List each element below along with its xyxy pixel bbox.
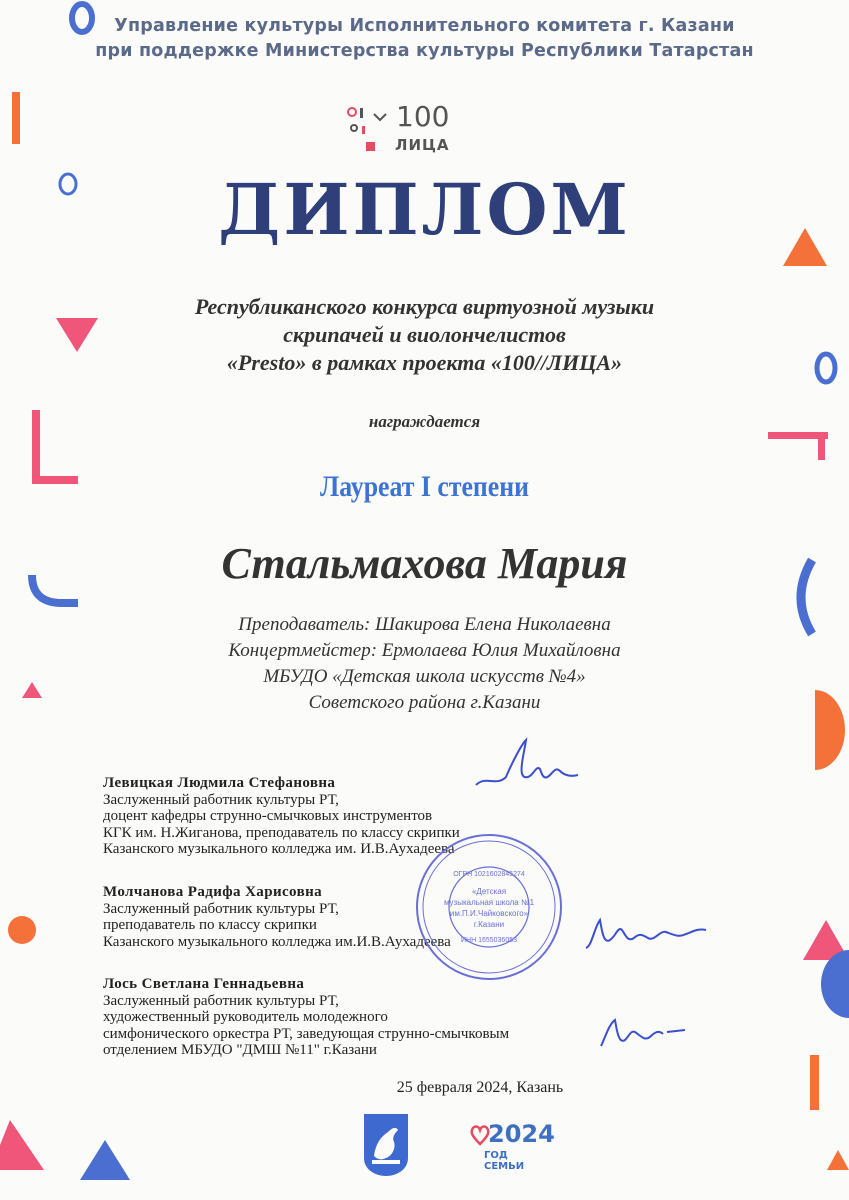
header-line-2: при поддержке Министерства культуры Республики Татарстан	[95, 41, 754, 61]
header-line-1: Управление культуры Исполнительного комитета г. Казани	[114, 16, 735, 36]
jury-detail: Заслуженный работник культуры РТ,	[103, 992, 339, 1009]
jury-detail: Заслуженный работник культуры РТ,	[103, 900, 339, 917]
deco-bar-pink-right-2	[818, 432, 825, 460]
svg-text:им.П.И.Чайковского»: им.П.И.Чайковского»	[449, 909, 529, 918]
jury-name: Левицкая Людмила Стефановна	[103, 775, 336, 791]
deco-triangle-blue-bottom-left	[80, 1140, 130, 1180]
svg-text:музыкальная школа №1: музыкальная школа №1	[443, 898, 535, 907]
svg-text:ОГРН 1021602845274: ОГРН 1021602845274	[453, 871, 525, 878]
svg-text:г.Казани: г.Казани	[473, 920, 505, 929]
contest-line-2: скрипачей и виолончелистов	[283, 322, 566, 347]
jury-detail: отделением МБУДО "ДМШ №11" г.Казани	[103, 1042, 377, 1058]
jury-detail: Казанского музыкального колледжа им.И.В.Аухадеева	[103, 933, 451, 950]
award-title: Лауреат I степени	[319, 470, 529, 503]
jury-detail: Заслуженный работник культуры РТ,	[103, 791, 339, 808]
contest-line-1: Республиканского конкурса виртуозной музыки	[194, 294, 655, 319]
jury-detail: КГК им. Н.Жиганова, преподаватель по классу скрипки	[103, 824, 460, 841]
year-logo-caption: ГОД СЕМЬИ	[484, 1150, 525, 1172]
svg-text:«Детская: «Детская	[471, 887, 507, 896]
deco-triangle-pink-bottom-left	[0, 1120, 44, 1170]
year-of-family-logo	[470, 1120, 555, 1172]
kazan-emblem-icon	[362, 1112, 410, 1178]
awarded-text: награждается	[368, 412, 481, 431]
jury-name: Молчанова Радифа Харисовна	[103, 884, 323, 900]
signature-1	[466, 735, 586, 805]
project-logo	[340, 100, 480, 160]
jury-detail: художественный руководитель молодежного	[103, 1009, 388, 1025]
jury-detail: Казанского музыкального колледжа им. И.В.Аухадеева	[103, 841, 455, 857]
diploma-title: ДИПЛОМ	[218, 168, 631, 251]
teacher-line: Преподаватель: Шакирова Елена Николаевна	[238, 614, 611, 635]
contest-line-3: «Presto» в рамках проекта «100//ЛИЦА»	[226, 350, 623, 375]
jury-detail: преподаватель по классу скрипки	[103, 917, 317, 933]
signature-2	[582, 908, 712, 968]
jury-name: Лось Светлана Геннадьевна	[103, 976, 305, 992]
project-logo-mark-icon	[340, 100, 396, 160]
jury-member-1	[103, 775, 460, 858]
signature-3	[595, 1010, 695, 1060]
jury-member-2	[103, 884, 451, 950]
deco-circle-orange-left	[8, 916, 36, 944]
jury-detail: симфонического оркестра РТ, заведующая струнно-смычковым	[103, 1025, 510, 1042]
svg-text:ИНН 1655036053: ИНН 1655036053	[460, 937, 518, 944]
jury-detail: доцент кафедры струнно-смычковых инструментов	[103, 808, 433, 824]
deco-bar-left-1	[12, 92, 20, 144]
deco-triangle-orange-bottom-right	[827, 1150, 849, 1170]
school-line: МБУДО «Детская школа искусств №4»	[263, 666, 586, 687]
deco-half-circle-blue-right	[821, 950, 849, 1018]
jury-member-3	[103, 976, 509, 1059]
recipient-name: Стальмахова Мария	[221, 539, 628, 588]
issue-date: 25 февраля 2024, Казань	[396, 1079, 564, 1096]
accompanist-line: Концертмейстер: Ермолаева Юлия Михайловна	[228, 640, 621, 661]
heart-icon	[470, 1124, 490, 1146]
project-logo-word: ЛИЦА	[395, 136, 450, 154]
district-line: Советского района г.Казани	[308, 692, 541, 713]
year-logo-number: 2024	[488, 1120, 555, 1148]
project-logo-number: 100	[396, 100, 450, 133]
official-stamp	[414, 832, 564, 982]
